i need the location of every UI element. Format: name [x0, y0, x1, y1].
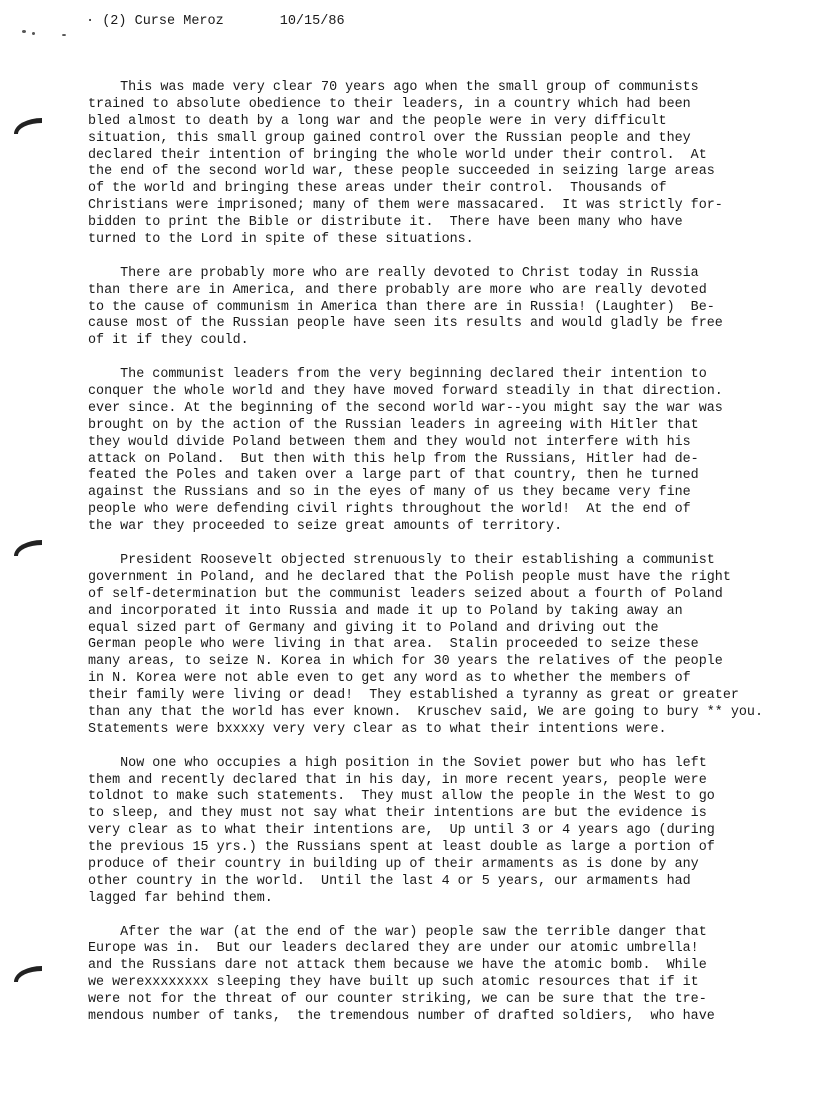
paragraph [88, 553, 808, 739]
text-line: than any that the world has ever known. Kruschev said, We are going to bury ** you. [88, 704, 763, 720]
text-line: Now one who occupies a high position in the Soviet power but who has left [88, 755, 707, 771]
text-line: attack on Poland. But then with this help from the Russians, Hitler had de- [88, 451, 699, 467]
text-line: Europe was in. But our leaders declared they are under our atomic umbrella! [88, 941, 699, 957]
text-line: than there are in America, and there probably are more who are really devoted [88, 282, 707, 298]
text-line: them and recently declared that in his day, in more recent years, people were [88, 772, 707, 788]
text-line: declared their intention of bringing the whole world under their control. At [88, 147, 707, 163]
text-line: After the war (at the end of the war) people saw the terrible danger that [88, 924, 707, 940]
text-line: very clear as to what their intentions are, Up until 3 or 4 years ago (during [88, 823, 715, 839]
text-line: we werexxxxxxxx sleeping they have built up such atomic resources that if it [88, 975, 699, 991]
text-line: against the Russians and so in the eyes of many of us they became very fine [88, 485, 691, 501]
text-line: bidden to print the Bible or distribute it. There have been many who have [88, 215, 683, 231]
paragraph [88, 756, 808, 908]
text-line: the previous 15 yrs.) the Russians spent at least double as large a portion of [88, 840, 715, 856]
text-line: President Roosevelt objected strenuously to their establishing a communist [88, 552, 715, 568]
header-date: 10/15/86 [279, 14, 345, 29]
binder-hole-mark [14, 540, 42, 556]
page-header [86, 14, 345, 29]
text-line: conquer the whole world and they have moved forward steadily in that direction. [88, 384, 723, 400]
text-line: were not for the threat of our counter striking, we can be sure that the tre- [88, 992, 707, 1008]
scan-speck [62, 34, 66, 36]
text-line: cause most of the Russian people have seen its results and would gladly be free [88, 316, 723, 332]
text-line: Christians were imprisoned; many of them were massacared. It was strictly for- [88, 198, 723, 214]
text-line: of the world and bringing these areas under their control. Thousands of [88, 181, 667, 197]
text-line: people who were defending civil rights throughout the world! At the end of [88, 502, 691, 518]
scan-speck [22, 30, 26, 33]
text-line: to the cause of communism in America than there are in Russia! (Laughter) Be- [88, 299, 715, 315]
text-line: feated the Poles and taken over a large part of that country, then he turned [88, 468, 699, 484]
text-line: situation, this small group gained control over the Russian people and they [88, 130, 691, 146]
text-line: and incorporated it into Russia and made it up to Poland by taking away an [88, 603, 683, 619]
text-line: German people who were living in that area. Stalin proceeded to seize these [88, 637, 699, 653]
text-line: produce of their country in building up of their armaments as is done by any [88, 856, 699, 872]
text-line: of self-determination but the communist leaders seized about a fourth of Poland [88, 586, 723, 602]
binder-hole-mark [14, 966, 42, 982]
text-line: of it if they could. [88, 333, 249, 349]
binder-hole-mark [14, 118, 42, 134]
paragraph [88, 925, 808, 1026]
text-line: lagged far behind them. [88, 890, 273, 906]
text-line: equal sized part of Germany and giving it to Poland and driving out the [88, 620, 659, 636]
paragraph [88, 80, 808, 249]
header-section: · (2) Curse Meroz [86, 14, 224, 29]
paragraph [88, 367, 808, 536]
text-line: This was made very clear 70 years ago when the small group of communists [88, 80, 699, 95]
document-body [88, 80, 808, 1043]
text-line: mendous number of tanks, the tremendous number of drafted soldiers, who have [88, 1008, 715, 1024]
text-line: There are probably more who are really devoted to Christ today in Russia [88, 265, 699, 281]
paragraph [88, 266, 808, 350]
text-line: Statements were bxxxxy very very clear as to what their intentions were. [88, 721, 667, 737]
text-line: brought on by the action of the Russian leaders in agreeing with Hitler that [88, 417, 699, 433]
scan-speck [32, 32, 35, 35]
text-line: trained to absolute obedience to their leaders, in a country which had been [88, 96, 691, 112]
text-line: ever since. At the beginning of the second world war--you might say the war was [88, 400, 723, 416]
text-line: turned to the Lord in spite of these situations. [88, 232, 474, 248]
text-line: The communist leaders from the very beginning declared their intention to [88, 367, 707, 383]
text-line: and the Russians dare not attack them because we have the atomic bomb. While [88, 958, 707, 974]
text-line: the end of the second world war, these people succeeded in seizing large areas [88, 164, 715, 180]
text-line: their family were living or dead! They established a tyranny as great or greater [88, 688, 739, 704]
text-line: the war they proceeded to seize great amounts of territory. [88, 519, 563, 535]
text-line: toldnot to make such statements. They must allow the people in the West to go [88, 789, 715, 805]
text-line: they would divide Poland between them and they would not interfere with his [88, 434, 691, 450]
text-line: bled almost to death by a long war and the people were in very difficult [88, 113, 667, 129]
text-line: other country in the world. Until the last 4 or 5 years, our armaments had [88, 873, 691, 889]
text-line: to sleep, and they must not say what their intentions are but the evidence is [88, 806, 707, 822]
text-line: in N. Korea were not able even to get any word as to whether the members of [88, 671, 691, 687]
text-line: government in Poland, and he declared that the Polish people must have the right [88, 569, 731, 585]
text-line: many areas, to seize N. Korea in which for 30 years the relatives of the people [88, 654, 723, 670]
